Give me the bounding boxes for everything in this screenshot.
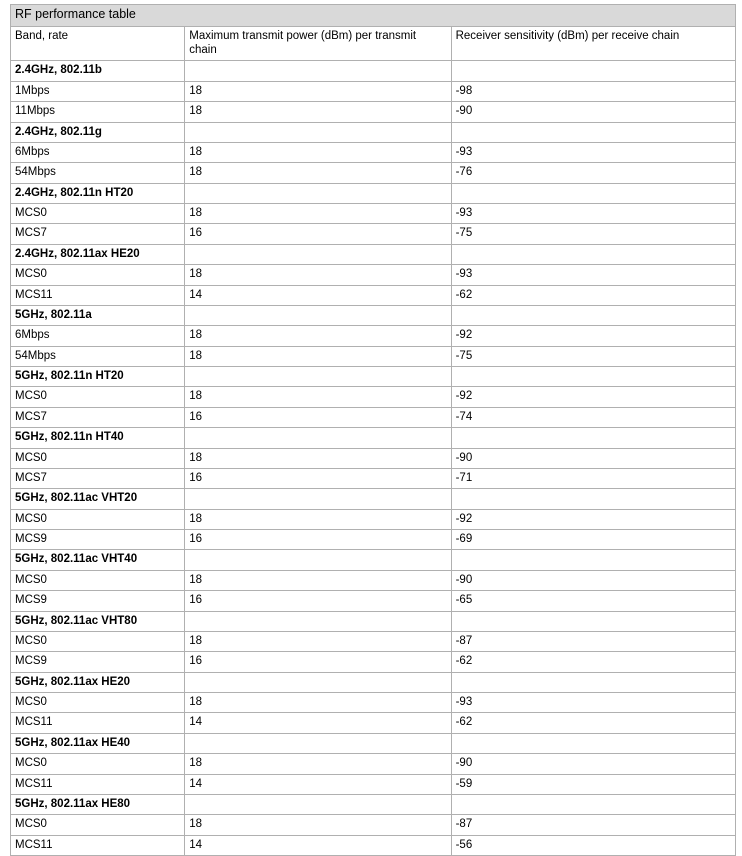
table-caption: RF performance table <box>11 5 736 27</box>
table-row <box>11 407 736 427</box>
table-row <box>11 448 736 468</box>
rf-performance-table <box>10 4 736 856</box>
receiver-sensitivity: -90 <box>451 754 735 774</box>
rate-label: 11Mbps <box>11 102 185 122</box>
receiver-sensitivity: -92 <box>451 387 735 407</box>
rate-label: MCS0 <box>11 570 185 590</box>
rate-label: MCS11 <box>11 285 185 305</box>
table-row <box>11 346 736 366</box>
group-power-empty <box>185 733 451 753</box>
receiver-sensitivity: -93 <box>451 142 735 162</box>
table-row <box>11 468 736 488</box>
max-transmit-power: 16 <box>185 591 451 611</box>
group-sensitivity-empty <box>451 244 735 264</box>
rate-label: 6Mbps <box>11 142 185 162</box>
group-power-empty <box>185 122 451 142</box>
group-power-empty <box>185 794 451 814</box>
table-caption-row <box>11 5 736 27</box>
receiver-sensitivity: -90 <box>451 448 735 468</box>
rate-label: MCS9 <box>11 591 185 611</box>
group-label: 2.4GHz, 802.11b <box>11 61 185 81</box>
table-row <box>11 326 736 346</box>
group-label: 5GHz, 802.11n HT40 <box>11 428 185 448</box>
max-transmit-power: 18 <box>185 163 451 183</box>
table-group-row <box>11 794 736 814</box>
table-group-row <box>11 183 736 203</box>
group-label: 5GHz, 802.11ac VHT40 <box>11 550 185 570</box>
group-sensitivity-empty <box>451 183 735 203</box>
group-sensitivity-empty <box>451 733 735 753</box>
max-transmit-power: 18 <box>185 387 451 407</box>
table-group-row <box>11 489 736 509</box>
group-sensitivity-empty <box>451 122 735 142</box>
max-transmit-power: 16 <box>185 224 451 244</box>
receiver-sensitivity: -87 <box>451 815 735 835</box>
group-power-empty <box>185 244 451 264</box>
receiver-sensitivity: -98 <box>451 81 735 101</box>
table-group-row <box>11 672 736 692</box>
table-row <box>11 509 736 529</box>
rate-label: MCS0 <box>11 754 185 774</box>
group-sensitivity-empty <box>451 489 735 509</box>
table-row <box>11 204 736 224</box>
group-sensitivity-empty <box>451 428 735 448</box>
receiver-sensitivity: -65 <box>451 591 735 611</box>
receiver-sensitivity: -93 <box>451 265 735 285</box>
receiver-sensitivity: -92 <box>451 326 735 346</box>
group-power-empty <box>185 672 451 692</box>
receiver-sensitivity: -75 <box>451 224 735 244</box>
receiver-sensitivity: -62 <box>451 652 735 672</box>
group-power-empty <box>185 611 451 631</box>
rate-label: MCS7 <box>11 468 185 488</box>
table-row <box>11 815 736 835</box>
max-transmit-power: 16 <box>185 468 451 488</box>
rate-label: MCS11 <box>11 835 185 855</box>
max-transmit-power: 18 <box>185 142 451 162</box>
table-row <box>11 102 736 122</box>
receiver-sensitivity: -69 <box>451 530 735 550</box>
rate-label: MCS0 <box>11 509 185 529</box>
rate-label: MCS0 <box>11 631 185 651</box>
receiver-sensitivity: -62 <box>451 285 735 305</box>
group-label: 5GHz, 802.11ax HE80 <box>11 794 185 814</box>
table-row <box>11 693 736 713</box>
group-sensitivity-empty <box>451 550 735 570</box>
table-row <box>11 285 736 305</box>
group-power-empty <box>185 367 451 387</box>
table-group-row <box>11 428 736 448</box>
group-sensitivity-empty <box>451 367 735 387</box>
table-header-row <box>11 26 736 61</box>
table-group-row <box>11 122 736 142</box>
table-group-row <box>11 733 736 753</box>
table-row <box>11 387 736 407</box>
rate-label: MCS7 <box>11 407 185 427</box>
table-row <box>11 570 736 590</box>
max-transmit-power: 18 <box>185 448 451 468</box>
max-transmit-power: 18 <box>185 265 451 285</box>
rate-label: 1Mbps <box>11 81 185 101</box>
table-row <box>11 835 736 855</box>
group-label: 2.4GHz, 802.11g <box>11 122 185 142</box>
table-group-row <box>11 244 736 264</box>
table-row <box>11 224 736 244</box>
rate-label: 6Mbps <box>11 326 185 346</box>
rf-performance-table-container <box>10 0 742 856</box>
table-row <box>11 265 736 285</box>
group-label: 2.4GHz, 802.11ax HE20 <box>11 244 185 264</box>
rate-label: MCS11 <box>11 713 185 733</box>
table-group-row <box>11 611 736 631</box>
table-row <box>11 652 736 672</box>
table-row <box>11 631 736 651</box>
group-sensitivity-empty <box>451 305 735 325</box>
receiver-sensitivity: -62 <box>451 713 735 733</box>
group-power-empty <box>185 489 451 509</box>
table-row <box>11 81 736 101</box>
max-transmit-power: 18 <box>185 631 451 651</box>
table-group-row <box>11 61 736 81</box>
max-transmit-power: 18 <box>185 326 451 346</box>
table-row <box>11 754 736 774</box>
table-row <box>11 530 736 550</box>
column-header-2: Receiver sensitivity (dBm) per receive chain <box>451 26 735 61</box>
rate-label: MCS0 <box>11 204 185 224</box>
max-transmit-power: 14 <box>185 713 451 733</box>
rate-label: MCS9 <box>11 652 185 672</box>
max-transmit-power: 18 <box>185 754 451 774</box>
table-body <box>11 5 736 856</box>
receiver-sensitivity: -90 <box>451 570 735 590</box>
table-row <box>11 713 736 733</box>
receiver-sensitivity: -90 <box>451 102 735 122</box>
receiver-sensitivity: -56 <box>451 835 735 855</box>
rate-label: MCS7 <box>11 224 185 244</box>
receiver-sensitivity: -93 <box>451 693 735 713</box>
table-row <box>11 774 736 794</box>
receiver-sensitivity: -87 <box>451 631 735 651</box>
group-label: 5GHz, 802.11n HT20 <box>11 367 185 387</box>
receiver-sensitivity: -93 <box>451 204 735 224</box>
group-label: 5GHz, 802.11a <box>11 305 185 325</box>
group-sensitivity-empty <box>451 611 735 631</box>
rate-label: MCS9 <box>11 530 185 550</box>
max-transmit-power: 14 <box>185 285 451 305</box>
receiver-sensitivity: -59 <box>451 774 735 794</box>
max-transmit-power: 14 <box>185 774 451 794</box>
max-transmit-power: 18 <box>185 570 451 590</box>
max-transmit-power: 16 <box>185 530 451 550</box>
receiver-sensitivity: -92 <box>451 509 735 529</box>
table-row <box>11 142 736 162</box>
receiver-sensitivity: -75 <box>451 346 735 366</box>
group-label: 2.4GHz, 802.11n HT20 <box>11 183 185 203</box>
group-sensitivity-empty <box>451 61 735 81</box>
rate-label: MCS0 <box>11 387 185 407</box>
max-transmit-power: 18 <box>185 102 451 122</box>
table-row <box>11 591 736 611</box>
rate-label: MCS11 <box>11 774 185 794</box>
rate-label: MCS0 <box>11 265 185 285</box>
max-transmit-power: 18 <box>185 693 451 713</box>
max-transmit-power: 18 <box>185 815 451 835</box>
column-header-1: Maximum transmit power (dBm) per transmit chain <box>185 26 451 61</box>
max-transmit-power: 14 <box>185 835 451 855</box>
group-label: 5GHz, 802.11ax HE20 <box>11 672 185 692</box>
receiver-sensitivity: -74 <box>451 407 735 427</box>
table-group-row <box>11 367 736 387</box>
group-power-empty <box>185 550 451 570</box>
receiver-sensitivity: -71 <box>451 468 735 488</box>
table-row <box>11 163 736 183</box>
group-sensitivity-empty <box>451 672 735 692</box>
max-transmit-power: 18 <box>185 346 451 366</box>
max-transmit-power: 16 <box>185 652 451 672</box>
rate-label: 54Mbps <box>11 163 185 183</box>
group-power-empty <box>185 428 451 448</box>
table-group-row <box>11 550 736 570</box>
group-label: 5GHz, 802.11ax HE40 <box>11 733 185 753</box>
max-transmit-power: 18 <box>185 204 451 224</box>
group-power-empty <box>185 305 451 325</box>
rate-label: MCS0 <box>11 815 185 835</box>
rate-label: 54Mbps <box>11 346 185 366</box>
rate-label: MCS0 <box>11 448 185 468</box>
group-sensitivity-empty <box>451 794 735 814</box>
group-power-empty <box>185 61 451 81</box>
column-header-0: Band, rate <box>11 26 185 61</box>
table-group-row <box>11 305 736 325</box>
max-transmit-power: 18 <box>185 81 451 101</box>
rate-label: MCS0 <box>11 693 185 713</box>
max-transmit-power: 16 <box>185 407 451 427</box>
group-label: 5GHz, 802.11ac VHT20 <box>11 489 185 509</box>
group-label: 5GHz, 802.11ac VHT80 <box>11 611 185 631</box>
max-transmit-power: 18 <box>185 509 451 529</box>
group-power-empty <box>185 183 451 203</box>
receiver-sensitivity: -76 <box>451 163 735 183</box>
